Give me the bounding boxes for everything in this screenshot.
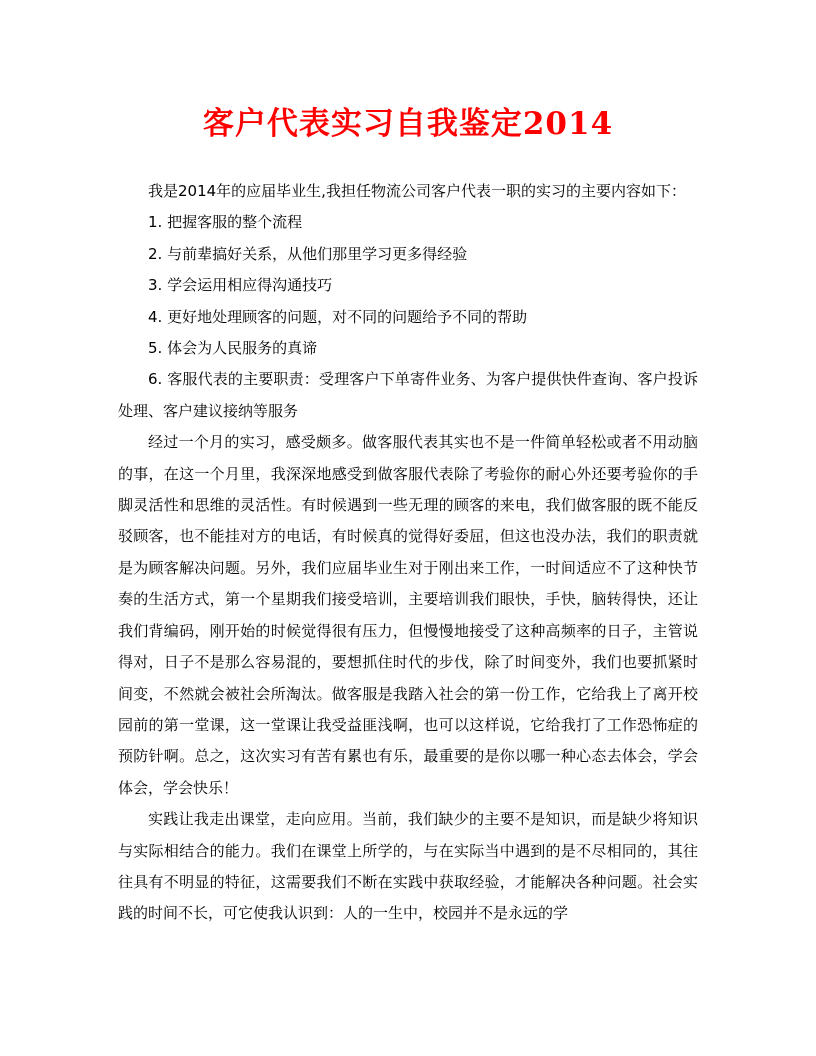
document-title: 客户代表实习自我鉴定2014	[202, 106, 614, 142]
list-item-3: 3. 学会运用相应得沟通技巧	[148, 276, 333, 295]
list-item-2: 2. 与前辈搞好关系，从他们那里学习更多得经验	[148, 244, 468, 263]
list-item-1: 1. 把握客服的整个流程	[148, 213, 303, 232]
list-item-4: 4. 更好地处理顾客的问题，对不同的问题给予不同的帮助	[148, 307, 528, 326]
document-body	[118, 176, 698, 930]
list-item-6: 6. 客服代表的主要职责：受理客户下单寄件业务、为客户提供快件查询、客户投诉处理、客户建议接纳等服务	[118, 370, 698, 420]
intro-paragraph: 我是2014年的应届毕业生,我担任物流公司客户代表一职的实习的主要内容如下：	[148, 182, 686, 200]
experience-paragraph: 经过一个月的实习，感受颇多。做客服代表其实也不是一件简单轻松或者不用动脑的事，在这一个月里，我深深地感受到做客服代表除了考验你的耐心外还要考验你的手脚灵活性和思维的灵活性。有时候遇到一些无理的顾客的来电，我们做客服的既不能反驳顾客，也不能挂对方的电话，有时候真的觉得好委屈，但这也没办法，我们的职责就是为顾客解决问题。另外，我们应届毕业生对于刚出来工作，一时间适应不了这种快节奏的生活方式，第一个星期我们接受培训，主要培训我们眼快，手快，脑转得快，还让我们背编码，刚开始的时候觉得很有压力，但慢慢地接受了这种高频率的日子，主管说得对，日子不是那么容易混的，要想抓住时代的步伐，除了时间变外，我们也要抓紧时间变，不然就会被社会所淘汰。做客服是我踏入社会的第一份工作，它给我上了离开校园前的第一堂课，这一堂课让我受益匪浅啊，也可以这样说，它给我打了工作恐怖症的预防针啊。总之，这次实习有苦有累也有乐，最重要的是你以哪一种心态去体会，学会体会，学会快乐！	[118, 433, 698, 797]
practice-paragraph: 实践让我走出课堂，走向应用。当前，我们缺少的主要不是知识，而是缺少将知识与实际相结合的能力。我们在课堂上所学的，与在实际当中遇到的是不尽相同的，其往往具有不明显的特征，这需要我们不断在实践中获取经验，才能解决各种问题。社会实践的时间不长，可它使我认识到：人的一生中，校园并不是永远的学	[118, 810, 698, 923]
list-item-5: 5. 体会为人民服务的真谛	[148, 339, 318, 358]
